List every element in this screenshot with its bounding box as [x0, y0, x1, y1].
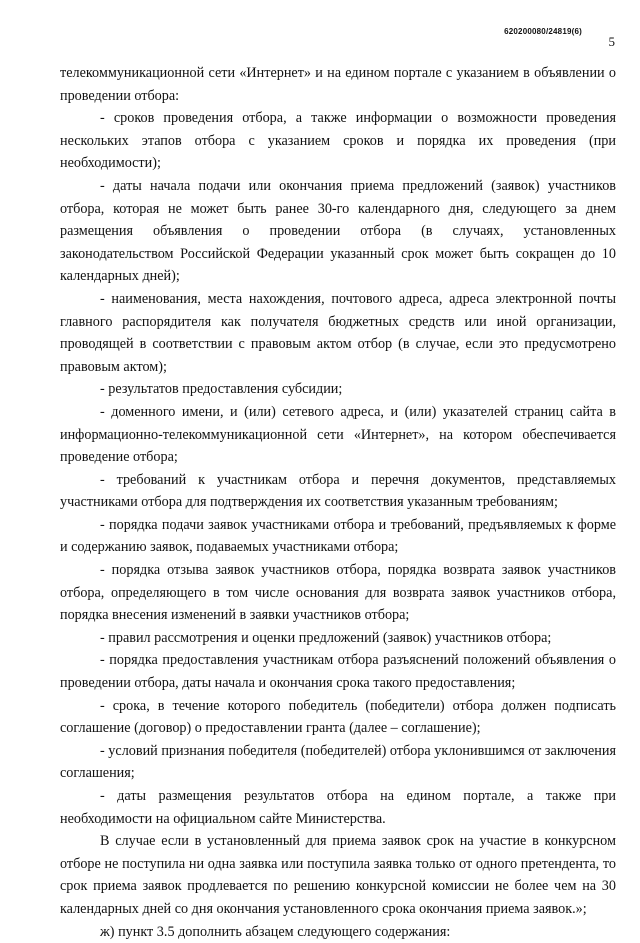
- document-code: 620200080/24819(6): [504, 27, 582, 36]
- list-item-website: - доменного имени, и (или) сетевого адреса, и (или) указателей страниц сайта в информационно-телекоммуникационной сети «Интернет», на котором обеспечивается проведение отбора;: [60, 403, 616, 466]
- list-item-clarifications: - порядка предоставления участникам отбора разъяснений положений объявления о проведении отбора, даты начала и окончания срока такого предоставления;: [60, 652, 616, 692]
- list-item-withdrawal-procedure: - порядка отзыва заявок участников отбора, порядка возврата заявок участников отбора, определяющего в том числе основания для возврата заявок участников отбора, порядка внесения изменений в заявки участников отбора;: [60, 562, 616, 624]
- list-item-organizer-details: - наименования, места нахождения, почтового адреса, адреса электронной почты главного распорядителя как получателя бюджетных средств или иной организации, проводящей в соответствии с правовым актом отбор (в случае, если это предусмотрено правовым актом);: [60, 290, 616, 375]
- list-item-submission-dates: - даты начала подачи или окончания приема предложений (заявок) участников отбора, которая не может быть ранее 30-го календарного дня, следующего за днем размещения объявления о проведении отбора (в случаях, установленных законодательством Российской Федерации указанный срок может быть сокращен до 10 календарных дней);: [60, 177, 616, 285]
- list-item-evaluation-rules: - правил рассмотрения и оценки предложений (заявок) участников отбора;: [100, 629, 552, 646]
- document-body: [60, 62, 616, 943]
- list-item-selection-terms: - сроков проведения отбора, а также информации о возможности проведения нескольких этапов отбора с указанием сроков и порядка их проведения (при необходимости);: [60, 110, 616, 172]
- paragraph-continuation: телекоммуникационной сети «Интернет» и на едином портале с указанием в объявлении о проведении отбора:: [60, 65, 616, 104]
- list-item-results-publication: - даты размещения результатов отбора на едином портале, а также при необходимости на официальном сайте Министерства.: [60, 788, 616, 827]
- list-item-subsidy-results: - результатов предоставления субсидии;: [100, 381, 343, 398]
- list-item-signing-deadline: - срока, в течение которого победитель (победители) отбора должен подписать соглашение (договор) о предоставлении гранта (далее – соглашение);: [60, 697, 616, 737]
- list-item-evasion-conditions: - условий признания победителя (победителей) отбора уклонившимся от заключения соглашения;: [60, 742, 616, 782]
- paragraph-amendment: ж) пункт 3.5 дополнить абзацем следующего содержания:: [100, 923, 451, 940]
- paragraph-extension-rule: В случае если в установленный для приема заявок срок на участие в конкурсном отборе не поступила ни одна заявка или поступила заявка только от одного претендента, то срок приема заявок продлевается по решению конкурсной комиссии не более чем на 30 календарных дней со дня окончания установленного срока окончания приема заявок.»;: [60, 833, 616, 917]
- list-item-submission-procedure: - порядка подачи заявок участниками отбора и требований, предъявляемых к форме и содержанию заявок, подаваемых участниками отбора;: [60, 516, 616, 556]
- page-number: 5: [608, 34, 615, 49]
- list-item-requirements: - требований к участникам отбора и перечня документов, представляемых участниками отбора для подтверждения их соответствия указанным требованиям;: [60, 471, 616, 511]
